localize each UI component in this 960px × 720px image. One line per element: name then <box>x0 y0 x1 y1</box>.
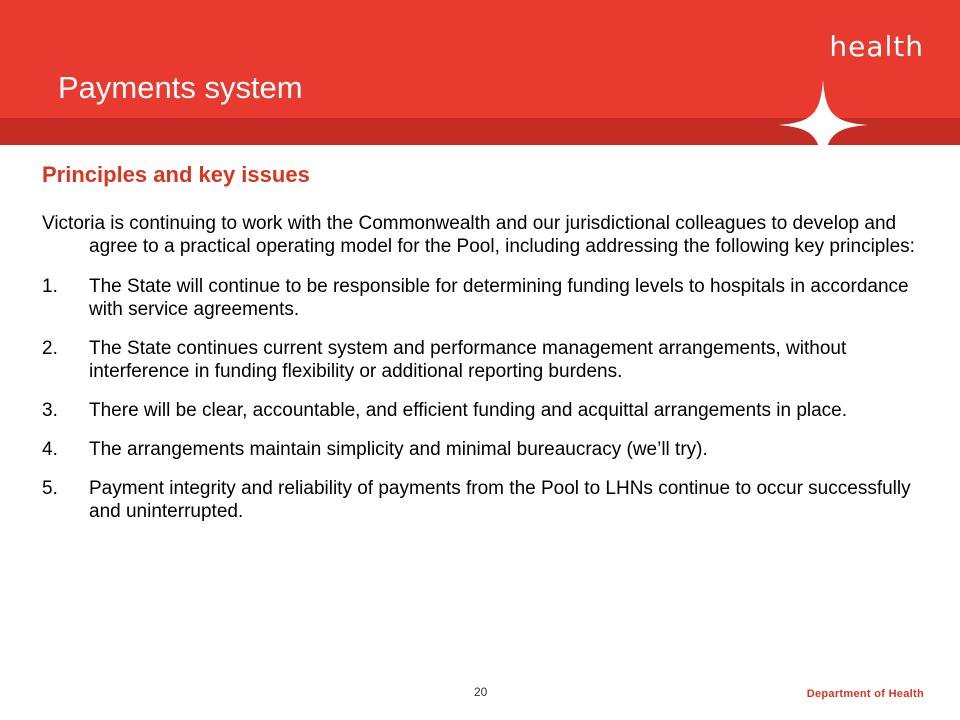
page-title: Payments system <box>58 70 303 105</box>
principle-text: The arrangements maintain simplicity and minimal bureaucracy (we’ll try). <box>89 439 708 460</box>
principle-item <box>42 399 922 422</box>
content-body <box>42 212 922 539</box>
department-logo-text: Department of Health <box>806 688 924 700</box>
principle-text: Payment integrity and reliability of payments from the Pool to LHNs continue to occur successfully and uninterrupted. <box>89 478 911 522</box>
principle-item <box>42 477 922 523</box>
page-number: 20 <box>474 685 488 699</box>
principle-item <box>42 275 922 321</box>
principle-number: 1. <box>42 276 58 297</box>
principle-number: 5. <box>42 478 58 499</box>
star-icon <box>778 80 868 170</box>
principle-item <box>42 337 922 383</box>
principle-number: 4. <box>42 439 58 460</box>
principle-number: 3. <box>42 400 58 421</box>
section-subtitle: Principles and key issues <box>42 162 310 187</box>
principle-text: There will be clear, accountable, and efficient funding and acquittal arrangements in place. <box>89 400 848 421</box>
principle-text: The State continues current system and performance management arrangements, without interference in funding flexibility or additional reporting burdens. <box>89 338 847 382</box>
principle-text: The State will continue to be responsible for determining funding levels to hospitals in accordance with service agreements. <box>89 276 909 320</box>
principle-item <box>42 438 922 461</box>
intro-paragraph: Victoria is continuing to work with the Commonwealth and our jurisdictional colleagues to develop and agree to a practical operating model for the Pool, including addressing the following key principles: <box>42 213 915 257</box>
principle-number: 2. <box>42 338 58 359</box>
brand-logo-text: health <box>829 30 924 63</box>
